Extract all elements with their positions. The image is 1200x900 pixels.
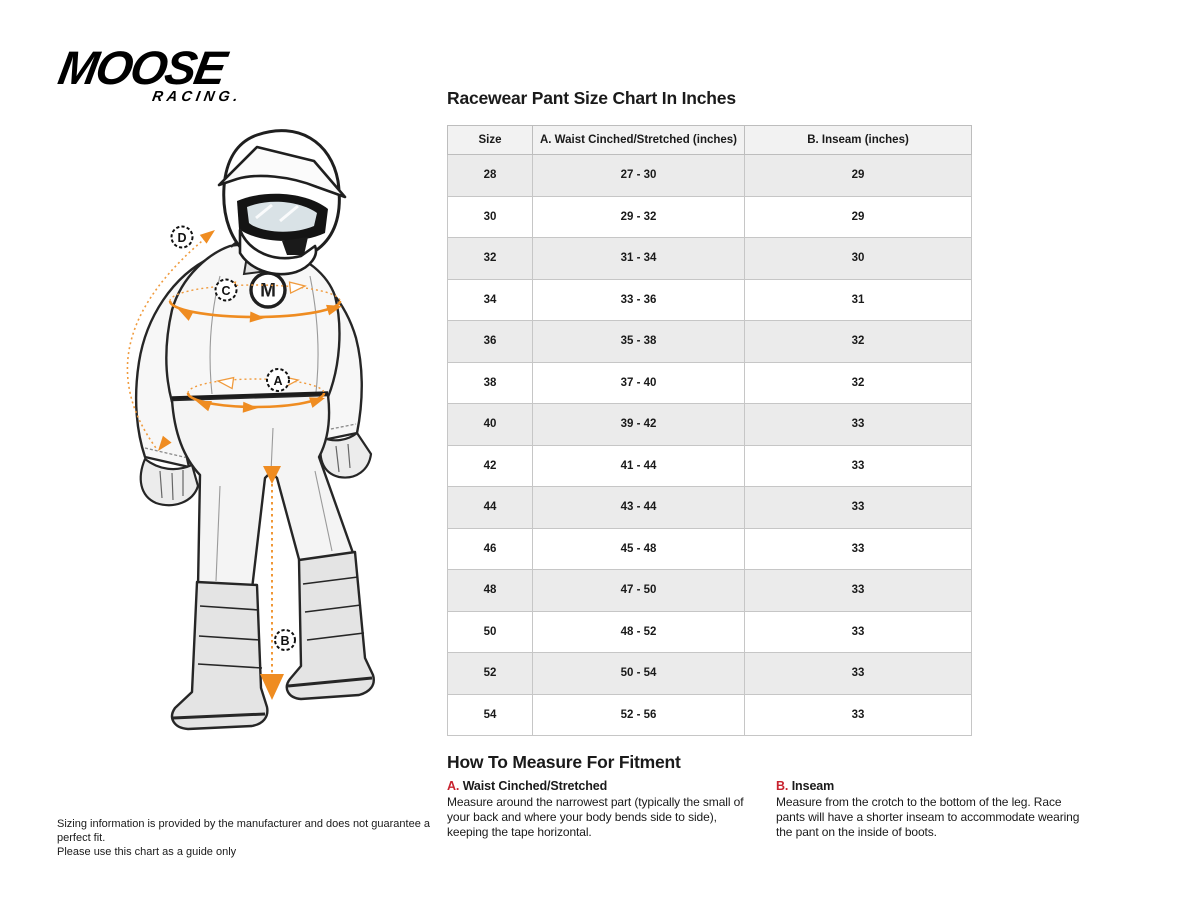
cell-size: 54 [448, 694, 533, 736]
table-row [448, 694, 972, 736]
cell-size: 52 [448, 653, 533, 695]
rider-measurement-diagram [60, 126, 400, 741]
cell-size: 48 [448, 570, 533, 612]
table-header-row [448, 126, 972, 155]
cell-inseam: 33 [745, 487, 972, 529]
cell-inseam: 33 [745, 404, 972, 446]
cell-waist: 47 - 50 [533, 570, 745, 612]
cell-size: 38 [448, 362, 533, 404]
cell-inseam: 32 [745, 362, 972, 404]
cell-size: 44 [448, 487, 533, 529]
cell-inseam: 33 [745, 570, 972, 612]
cell-inseam: 32 [745, 321, 972, 363]
measure-waist-text: Measure around the narrowest part (typically the small of your back and where your body bends side to side), keeping the tape horizontal. [447, 795, 744, 839]
measure-inseam-letter: B. [776, 779, 789, 793]
table-row [448, 321, 972, 363]
table-row [448, 155, 972, 197]
measure-item-inseam [776, 779, 1088, 839]
cell-size: 30 [448, 196, 533, 238]
measure-item-waist [447, 779, 747, 839]
cell-size: 36 [448, 321, 533, 363]
table-row [448, 653, 972, 695]
measure-inseam-text: Measure from the crotch to the bottom of the leg. Race pants will have a shorter inseam to accommodate wearing the pant on the inside of boots. [776, 795, 1080, 839]
table-row [448, 362, 972, 404]
disclaimer-line-2: Please use this chart as a guide only [57, 846, 237, 858]
table-row [448, 238, 972, 280]
table-row [448, 445, 972, 487]
size-chart-table [447, 125, 972, 736]
size-chart-title: Racewear Pant Size Chart In Inches [447, 88, 736, 108]
brand-logo-racing: RACING. [150, 89, 243, 105]
cell-size: 28 [448, 155, 533, 197]
brand-logo-moose: MOOSE [54, 41, 229, 94]
cell-inseam: 33 [745, 611, 972, 653]
table-row [448, 487, 972, 529]
measure-waist-letter: A. [447, 779, 460, 793]
cell-waist: 45 - 48 [533, 528, 745, 570]
rider-illustration [60, 126, 400, 741]
header-inseam: B. Inseam (inches) [745, 126, 972, 155]
measure-waist-heading [447, 779, 747, 793]
cell-waist: 52 - 56 [533, 694, 745, 736]
how-to-measure-title: How To Measure For Fitment [447, 752, 681, 772]
cell-waist: 48 - 52 [533, 611, 745, 653]
cell-waist: 50 - 54 [533, 653, 745, 695]
table-row [448, 611, 972, 653]
measure-waist-label: Waist Cinched/Stretched [462, 779, 608, 793]
cell-inseam: 33 [745, 528, 972, 570]
cell-inseam: 33 [745, 445, 972, 487]
cell-waist: 33 - 36 [533, 279, 745, 321]
header-size: Size [448, 126, 533, 155]
table-row [448, 196, 972, 238]
cell-waist: 43 - 44 [533, 487, 745, 529]
table-row [448, 528, 972, 570]
label-b: B [280, 634, 290, 648]
cell-inseam: 33 [745, 653, 972, 695]
cell-size: 50 [448, 611, 533, 653]
label-a: A [273, 374, 283, 388]
cell-waist: 27 - 30 [533, 155, 745, 197]
cell-waist: 41 - 44 [533, 445, 745, 487]
cell-waist: 37 - 40 [533, 362, 745, 404]
measure-inseam-label: Inseam [791, 779, 835, 793]
cell-inseam: 29 [745, 155, 972, 197]
cell-size: 40 [448, 404, 533, 446]
cell-inseam: 30 [745, 238, 972, 280]
cell-inseam: 31 [745, 279, 972, 321]
chest-logo-letter: M [260, 280, 276, 302]
cell-waist: 39 - 42 [533, 404, 745, 446]
cell-size: 32 [448, 238, 533, 280]
cell-waist: 29 - 32 [533, 196, 745, 238]
measure-inseam-heading [776, 779, 1088, 793]
cell-inseam: 33 [745, 694, 972, 736]
table-row [448, 404, 972, 446]
cell-size: 46 [448, 528, 533, 570]
disclaimer-line-1: Sizing information is provided by the manufacturer and does not guarantee a perfect fit. [57, 818, 431, 844]
cell-waist: 35 - 38 [533, 321, 745, 363]
table-row [448, 279, 972, 321]
disclaimer [57, 817, 437, 859]
brand-logo [54, 41, 245, 105]
table-row [448, 570, 972, 612]
cell-size: 42 [448, 445, 533, 487]
label-d: D [177, 231, 187, 245]
header-waist: A. Waist Cinched/Stretched (inches) [533, 126, 745, 155]
cell-inseam: 29 [745, 196, 972, 238]
label-c: C [221, 284, 231, 298]
cell-waist: 31 - 34 [533, 238, 745, 280]
cell-size: 34 [448, 279, 533, 321]
